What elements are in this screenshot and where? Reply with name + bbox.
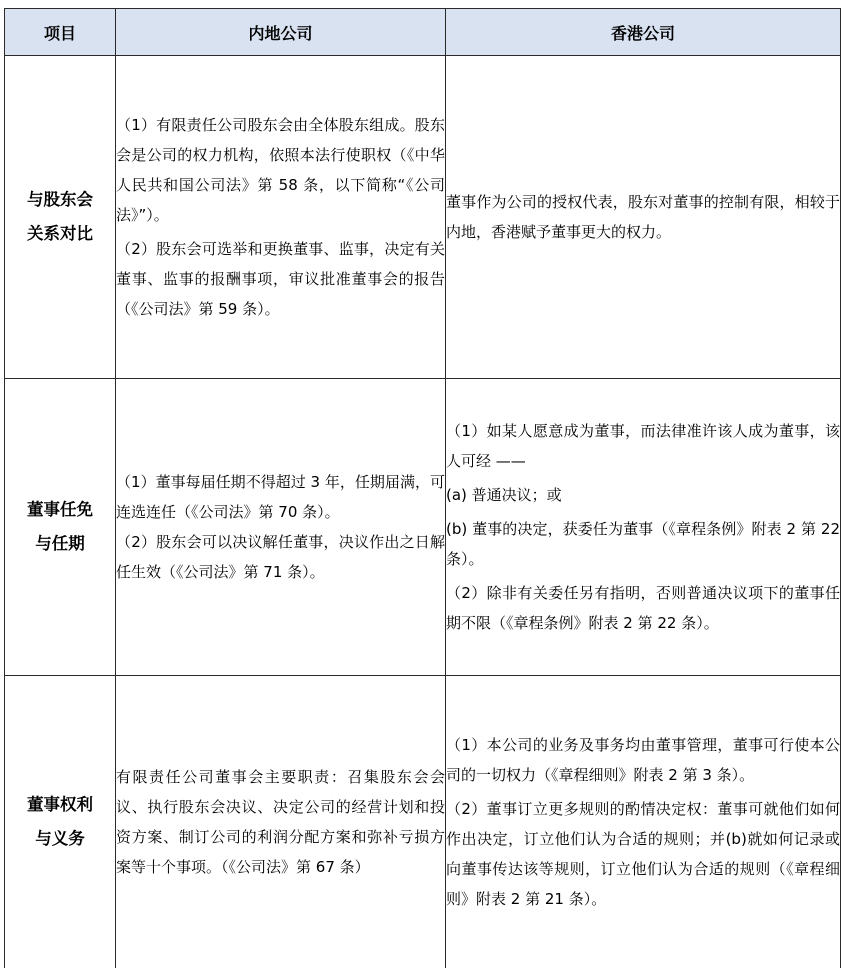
paragraph: （2）除非有关委任另有指明，否则普通决议项下的董事任期不限（《章程条例》附表 2 第 22 条）。 — [446, 584, 840, 632]
row-label-line: 关系对比 — [27, 224, 93, 243]
paragraph: （1）如某人愿意成为董事，而法律准许该人成为董事，该人可经 —— — [446, 422, 840, 470]
hongkong-cell — [446, 379, 841, 676]
paragraph: （2）股东会可选举和更换董事、监事，决定有关董事、监事的报酬事项，审议批准董事会的报告（《公司法》第 59 条）。 — [116, 240, 445, 318]
paragraph: (a) 普通决议；或 — [446, 486, 562, 504]
row-label — [5, 56, 116, 379]
table-row — [5, 676, 841, 968]
hongkong-cell — [446, 676, 841, 968]
header-mainland: 内地公司 — [116, 9, 446, 56]
row-label-line: 与任期 — [35, 534, 85, 553]
row-label-line: 董事权利 — [27, 795, 93, 814]
paragraph: 董事作为公司的授权代表，股东对董事的控制有限，相较于内地，香港赋予董事更大的权力。 — [446, 193, 840, 241]
paragraph: (b) 董事的决定，获委任为董事（《章程条例》附表 2 第 22 条）。 — [446, 520, 840, 568]
mainland-cell — [116, 676, 446, 968]
header-hongkong: 香港公司 — [446, 9, 841, 56]
header-row — [5, 9, 841, 56]
paragraph: （2）董事订立更多规则的酌情决定权：董事可就他们如何作出决定，订立他们认为合适的规则；并(b)就如何记录或向董事传达该等规则，订立他们认为合适的规则（《章程细则》附表 2 第 21 条）。 — [446, 800, 840, 908]
mainland-cell — [116, 379, 446, 676]
row-label-line: 与股东会 — [27, 190, 93, 209]
table-row — [5, 379, 841, 676]
table-row — [5, 56, 841, 379]
hongkong-cell — [446, 56, 841, 379]
row-label — [5, 676, 116, 968]
mainland-cell — [116, 56, 446, 379]
paragraph: （1）本公司的业务及事务均由董事管理，董事可行使本公司的一切权力（《章程细则》附表 2 第 3 条）。 — [446, 736, 840, 784]
header-item: 项目 — [5, 9, 116, 56]
comparison-table — [4, 8, 841, 968]
row-label-line: 与义务 — [35, 829, 85, 848]
paragraph: 有限责任公司董事会主要职责：召集股东会会议、执行股东会决议、决定公司的经营计划和投资方案、制订公司的利润分配方案和弥补亏损方案等十个事项。（《公司法》第 67 条） — [116, 768, 445, 876]
row-label-line: 董事任免 — [27, 500, 93, 519]
paragraph: （2）股东会可以决议解任董事，决议作出之日解任生效（《公司法》第 71 条）。 — [116, 533, 445, 581]
paragraph: （1）有限责任公司股东会由全体股东组成。股东会是公司的权力机构，依照本法行使职权（《中华人民共和国公司法》第 58 条，以下简称“《公司法》”）。 — [116, 116, 445, 224]
paragraph: （1）董事每届任期不得超过 3 年，任期届满，可连选连任（《公司法》第 70 条）。 — [116, 473, 445, 521]
row-label — [5, 379, 116, 676]
